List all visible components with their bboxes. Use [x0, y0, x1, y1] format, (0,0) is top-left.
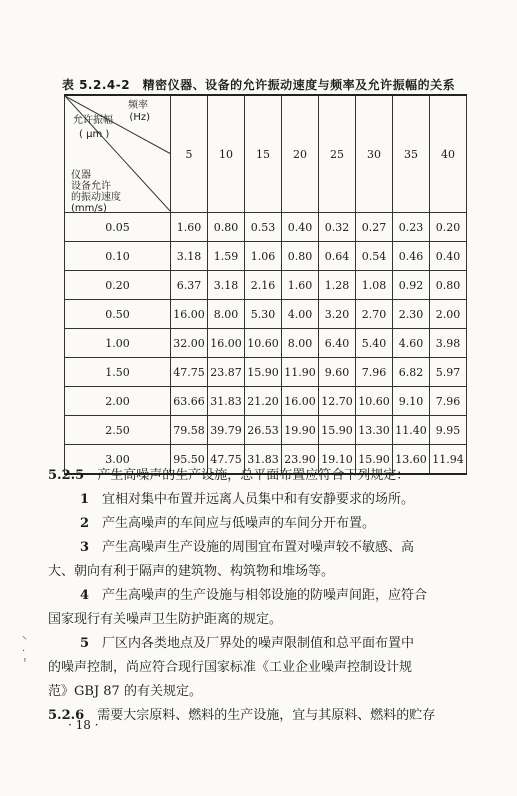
table-title: 表 5.2.4-2 精密仪器、设备的允许振动速度与频率及允许振幅的关系	[61, 78, 456, 92]
amplitude-cell: 5.97	[430, 358, 467, 387]
freq-header: 5	[171, 95, 208, 213]
amplitude-cell: 0.92	[393, 271, 430, 300]
velocity-cell: 0.20	[65, 271, 171, 300]
amplitude-cell: 10.60	[356, 387, 393, 416]
amplitude-cell: 47.75	[208, 445, 245, 475]
amplitude-cell: 12.70	[319, 387, 356, 416]
amplitude-cell: 19.90	[282, 416, 319, 445]
amplitude-cell: 26.53	[245, 416, 282, 445]
amplitude-cell: 9.10	[393, 387, 430, 416]
amplitude-cell: 0.32	[319, 213, 356, 242]
item-text: 产生高噪声的车间应与低噪声的车间分开布置。	[89, 516, 376, 531]
amplitude-cell: 2.00	[430, 300, 467, 329]
velocity-cell: 1.50	[65, 358, 171, 387]
amplitude-cell: 79.58	[171, 416, 208, 445]
amplitude-cell: 95.50	[171, 445, 208, 475]
amplitude-cell: 0.23	[393, 213, 430, 242]
amplitude-cell: 6.40	[319, 329, 356, 358]
amplitude-cell: 0.54	[356, 242, 393, 271]
amplitude-cell: 16.00	[171, 300, 208, 329]
vibration-table	[64, 94, 467, 475]
velocity-cell: 0.50	[65, 300, 171, 329]
amplitude-cell: 2.16	[245, 271, 282, 300]
freq-header: 40	[430, 95, 467, 213]
amplitude-cell: 3.98	[430, 329, 467, 358]
diagonal-header-cell	[65, 95, 171, 213]
table-row	[65, 329, 467, 358]
amplitude-cell: 8.00	[208, 300, 245, 329]
amplitude-cell: 0.46	[393, 242, 430, 271]
velocity-cell: 0.10	[65, 242, 171, 271]
amplitude-cell: 39.79	[208, 416, 245, 445]
freq-header: 30	[356, 95, 393, 213]
velocity-cell: 1.00	[65, 329, 171, 358]
frequency-unit: (Hz)	[129, 112, 150, 123]
amplitude-cell: 2.30	[393, 300, 430, 329]
amplitude-cell: 15.90	[356, 445, 393, 475]
item-number: 2	[80, 516, 90, 531]
body-text	[48, 464, 478, 728]
amplitude-cell: 1.08	[356, 271, 393, 300]
amplitude-cell: 0.53	[245, 213, 282, 242]
amplitude-cell: 0.20	[430, 213, 467, 242]
freq-header: 10	[208, 95, 245, 213]
clause-number: 5.2.5	[48, 468, 85, 483]
velocity-label: 仪器 设备允许 的振动速度 (mm/s)	[71, 170, 121, 214]
amplitude-cell: 5.40	[356, 329, 393, 358]
amplitude-cell: 13.30	[356, 416, 393, 445]
amplitude-cell: 0.27	[356, 213, 393, 242]
amplitude-cell: 15.90	[319, 416, 356, 445]
freq-header: 25	[319, 95, 356, 213]
item-text: 大、朝向有利于隔声的建筑物、构筑物和堆场等。	[48, 564, 335, 579]
table-row	[65, 271, 467, 300]
amplitude-cell: 4.60	[393, 329, 430, 358]
item-number: 5	[80, 636, 90, 651]
amplitude-unit: ( μm )	[79, 129, 110, 140]
item-text: 国家现行有关噪声卫生防护距离的规定。	[48, 612, 283, 627]
table-row	[65, 358, 467, 387]
amplitude-cell: 13.60	[393, 445, 430, 475]
amplitude-cell: 23.90	[282, 445, 319, 475]
amplitude-cell: 0.80	[282, 242, 319, 271]
item-text: 范》GBJ 87 的有关规定。	[48, 684, 202, 699]
amplitude-cell: 3.18	[171, 242, 208, 271]
amplitude-cell: 32.00	[171, 329, 208, 358]
amplitude-cell: 0.80	[208, 213, 245, 242]
velocity-cell: 2.50	[65, 416, 171, 445]
amplitude-cell: 1.28	[319, 271, 356, 300]
clause-text: 产生高噪声的生产设施，总平面布置应符合下列规定：	[84, 468, 410, 483]
amplitude-cell: 10.60	[245, 329, 282, 358]
amplitude-cell: 31.83	[208, 387, 245, 416]
amplitude-cell: 1.06	[245, 242, 282, 271]
item-number: 1	[80, 492, 90, 507]
freq-header: 15	[245, 95, 282, 213]
amplitude-cell: 16.00	[208, 329, 245, 358]
amplitude-cell: 8.00	[282, 329, 319, 358]
table-row	[65, 213, 467, 242]
amplitude-cell: 0.40	[430, 242, 467, 271]
amplitude-cell: 15.90	[245, 358, 282, 387]
clause-text: 需要大宗原料、燃料的生产设施，宜与其原料、燃料的贮存	[84, 708, 436, 723]
amplitude-cell: 11.40	[393, 416, 430, 445]
velocity-cell: 3.00	[65, 445, 171, 475]
amplitude-cell: 1.59	[208, 242, 245, 271]
item-text: 产生高噪声的生产设施与相邻设施的防噪声间距，应符合	[89, 588, 428, 603]
table-row	[65, 387, 467, 416]
amplitude-label: 允许振幅	[73, 115, 113, 126]
amplitude-cell: 9.60	[319, 358, 356, 387]
amplitude-cell: 2.70	[356, 300, 393, 329]
amplitude-cell: 0.40	[282, 213, 319, 242]
clause-number: 5.2.6	[48, 708, 85, 723]
amplitude-cell: 11.94	[430, 445, 467, 475]
table-row	[65, 416, 467, 445]
amplitude-cell: 1.60	[282, 271, 319, 300]
amplitude-cell: 7.96	[430, 387, 467, 416]
amplitude-cell: 4.00	[282, 300, 319, 329]
amplitude-cell: 0.80	[430, 271, 467, 300]
amplitude-cell: 11.90	[282, 358, 319, 387]
amplitude-cell: 3.20	[319, 300, 356, 329]
item-text: 的噪声控制，尚应符合现行国家标准《工业企业噪声控制设计规	[48, 660, 413, 675]
amplitude-cell: 5.30	[245, 300, 282, 329]
frequency-label: 频率	[128, 100, 148, 111]
amplitude-cell: 0.64	[319, 242, 356, 271]
item-text: 产生高噪声生产设施的周围宜布置对噪声较不敏感、高	[89, 540, 415, 555]
amplitude-cell: 21.20	[245, 387, 282, 416]
velocity-cell: 0.05	[65, 213, 171, 242]
amplitude-cell: 47.75	[171, 358, 208, 387]
item-text: 厂区内各类地点及厂界处的噪声限制值和总平面布置中	[89, 636, 415, 651]
amplitude-cell: 31.83	[245, 445, 282, 475]
item-text: 宜相对集中布置并远离人员集中和有安静要求的场所。	[89, 492, 415, 507]
amplitude-cell: 23.87	[208, 358, 245, 387]
page-number: · 18 ·	[68, 718, 99, 732]
amplitude-cell: 19.10	[319, 445, 356, 475]
table-header-row	[65, 95, 467, 213]
amplitude-cell: 3.18	[208, 271, 245, 300]
amplitude-cell: 63.66	[171, 387, 208, 416]
margin-mark: ⸌ · ⸯ	[22, 635, 28, 671]
amplitude-cell: 6.82	[393, 358, 430, 387]
item-number: 3	[80, 540, 90, 555]
amplitude-cell: 6.37	[171, 271, 208, 300]
velocity-cell: 2.00	[65, 387, 171, 416]
amplitude-cell: 7.96	[356, 358, 393, 387]
amplitude-cell: 16.00	[282, 387, 319, 416]
item-number: 4	[80, 588, 90, 603]
freq-header: 20	[282, 95, 319, 213]
table-row	[65, 300, 467, 329]
amplitude-cell: 1.60	[171, 213, 208, 242]
amplitude-cell: 9.95	[430, 416, 467, 445]
freq-header: 35	[393, 95, 430, 213]
table-row	[65, 242, 467, 271]
